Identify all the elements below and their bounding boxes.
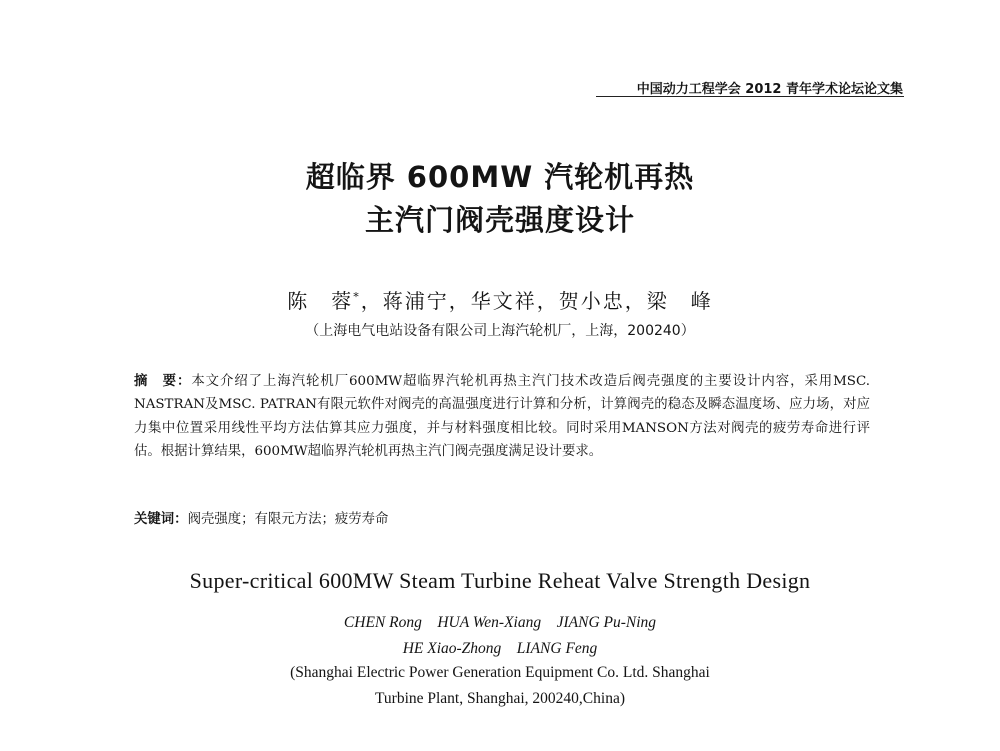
abstract-text: 本文介绍了上海汽轮机厂600MW超临界汽轮机再热主汽门技术改造后阀壳强度的主要设计内容，采用MSC. NASTRAN及MSC. PATRAN有限元软件对阀壳的高温强度进行计算和分析，计算阀壳的稳态及瞬态温度场、应力场，对应力集中位置采用线性平均方法估算其应力强度，并与材料强度相比较。同时采用MANSON方法对阀壳的疲劳寿命进行评估。根据计算结果，600MW超临界汽轮机再热主汽门阀壳强度满足设计要求。 [134, 374, 870, 460]
english-authors-line-2: HE Xiao-Zhong LIANG Feng [402, 640, 598, 657]
english-affiliation-line-2: Turbine Plant, Shanghai, 200240,China) [374, 690, 625, 707]
first-author: 陈 蓉 [287, 289, 354, 313]
keywords [134, 510, 870, 530]
abstract [134, 370, 870, 464]
english-affiliation-line-1: (Shanghai Electric Power Generation Equipment Co. Ltd. Shanghai [290, 664, 710, 681]
keywords-text: 阀壳强度；有限元方法；疲劳寿命 [187, 512, 389, 527]
english-title: Super-critical 600MW Steam Turbine Reheat Valve Strength Design [189, 568, 811, 593]
header-underline [596, 96, 904, 97]
paper-title-line-2: 主汽门阀壳强度设计 [364, 203, 635, 237]
corresponding-author-mark: * [353, 290, 361, 304]
author-list [0, 285, 1000, 314]
paper-title-line-1: 超临界 600MW 汽轮机再热 [305, 160, 695, 194]
keywords-label: 关键词： [134, 512, 188, 527]
journal-header: 中国动力工程学会 2012 青年学术论坛论文集 [636, 82, 903, 97]
affiliation: （上海电气电站设备有限公司上海汽轮机厂，上海，200240） [305, 323, 695, 339]
english-authors-line-1: CHEN Rong HUA Wen-Xiang JIANG Pu-Ning [343, 614, 657, 631]
other-authors: ，蒋浦宁，华文祥，贺小忠，梁 峰 [360, 289, 713, 313]
abstract-label: 摘 要： [134, 374, 192, 389]
